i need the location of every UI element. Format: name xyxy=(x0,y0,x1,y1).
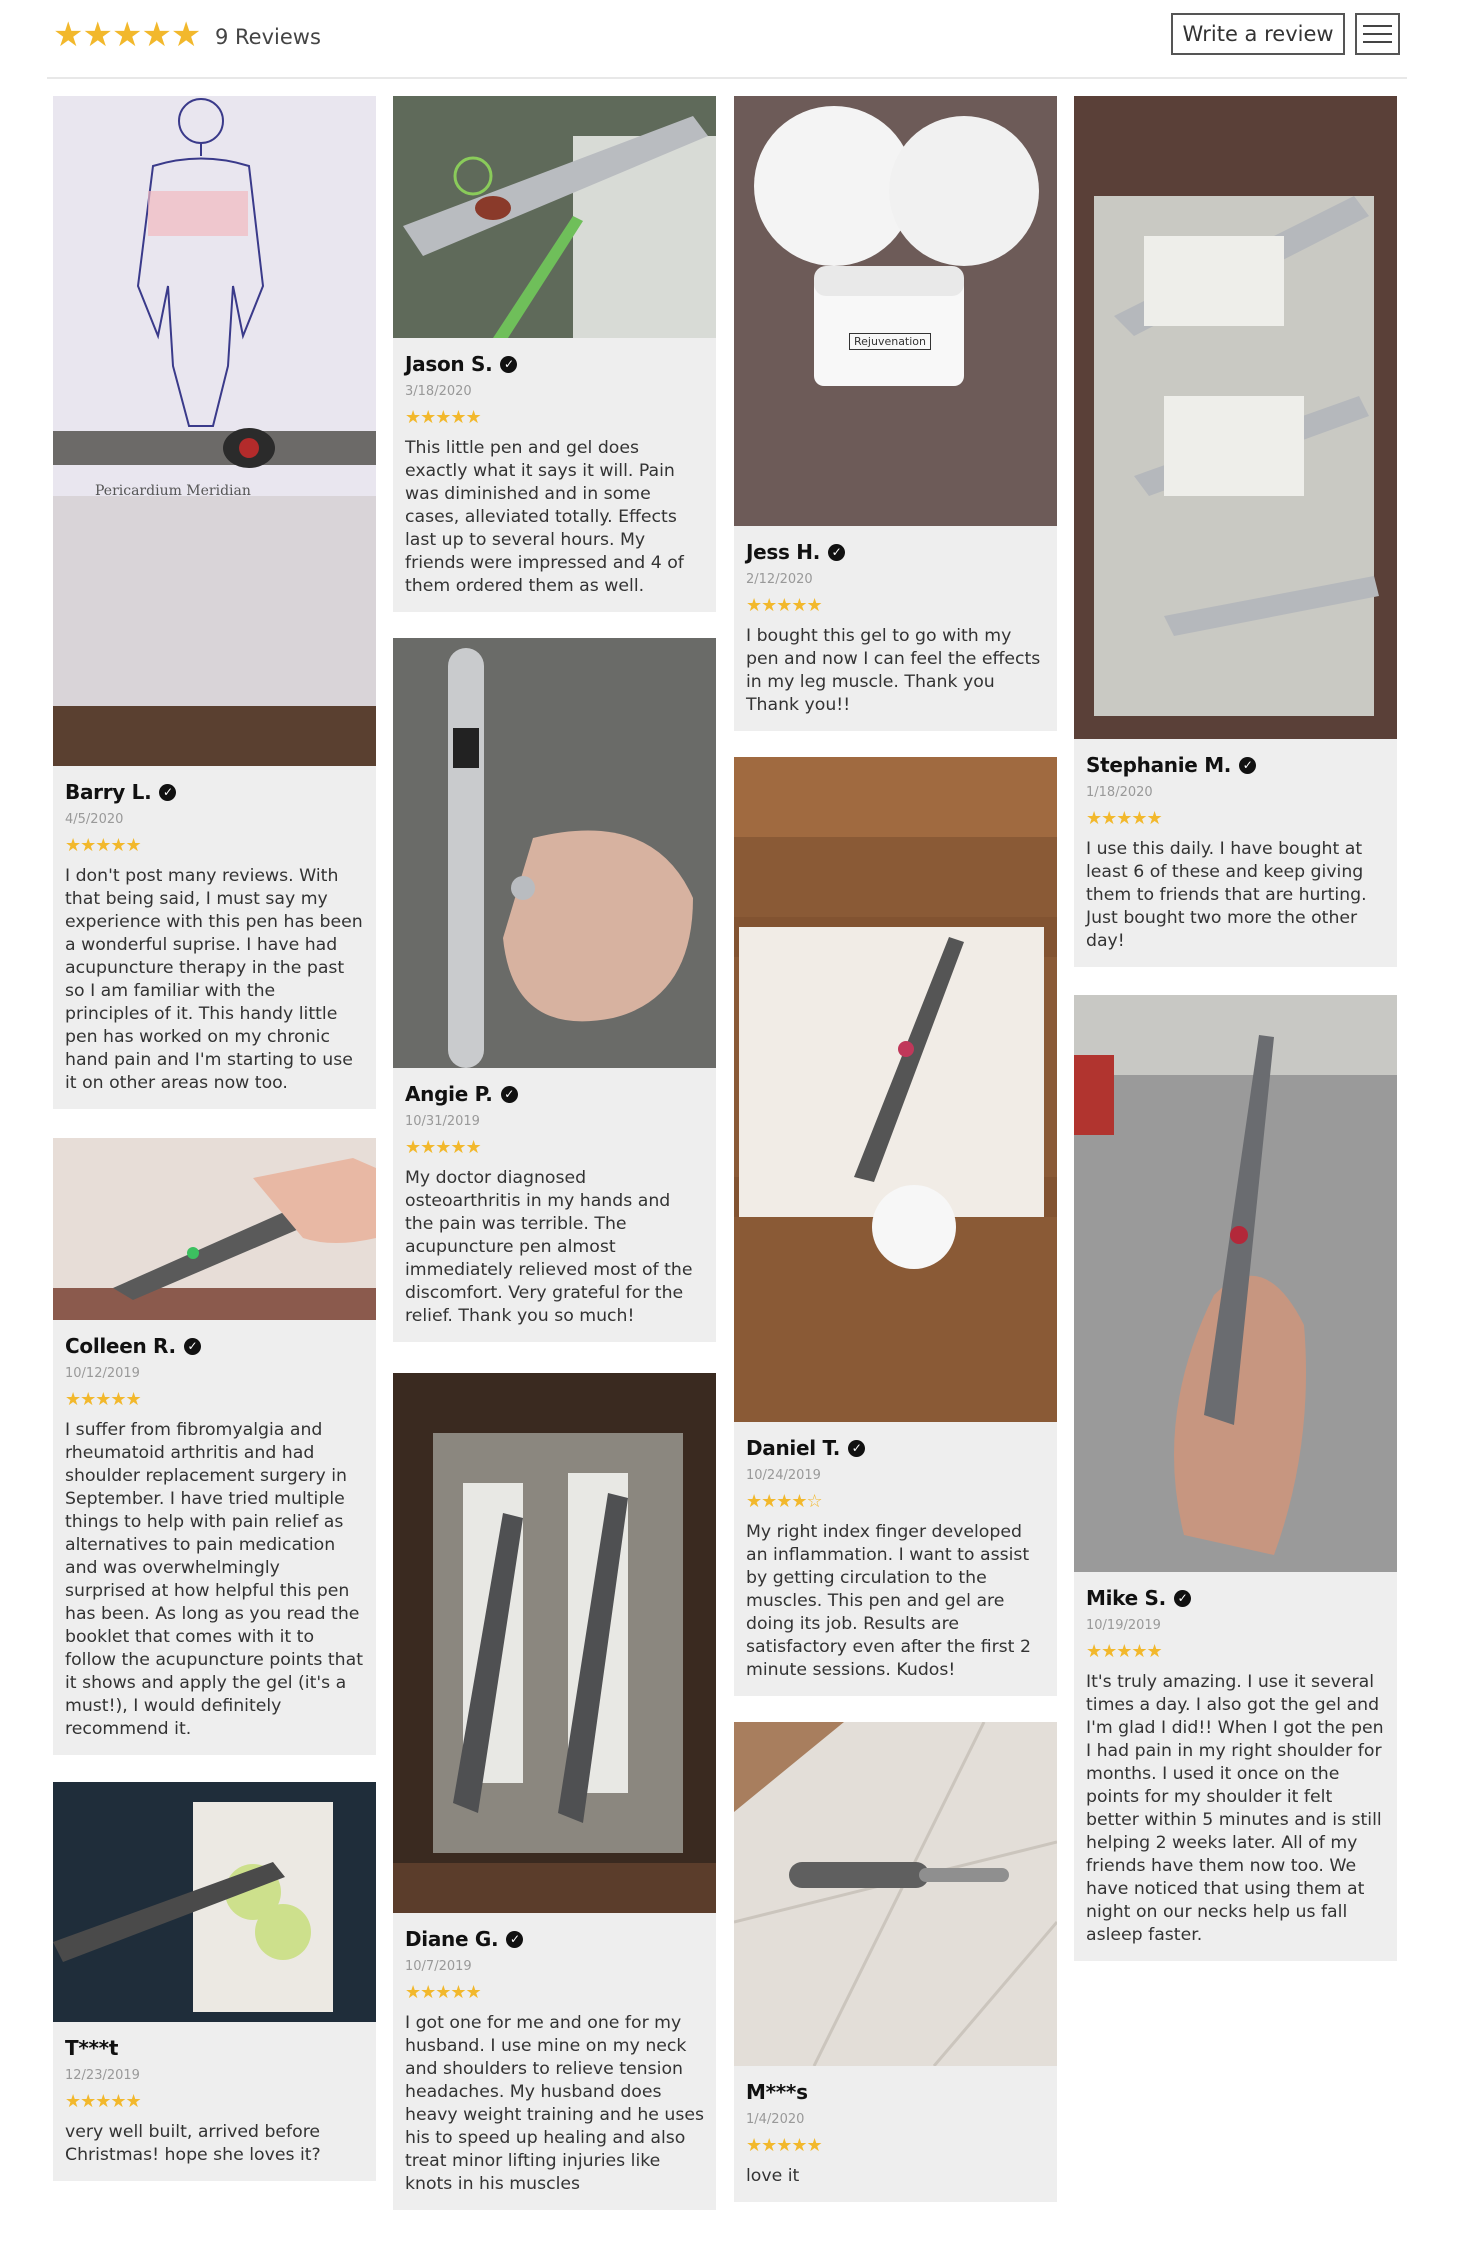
reviewer-name: Daniel T. ✓ xyxy=(746,1436,1045,1460)
review-text: My doctor diagnosed osteoarthritis in my hands and the pain was terrible. The acupuncture pen almost immediately relieved most of the discomfort. Very grateful for the relief. Thank you so much! xyxy=(405,1168,693,1326)
review-stars: ★★★★★ xyxy=(405,1137,481,1158)
overall-rating-stars: ★★★★★ xyxy=(53,15,201,55)
review-text: I got one for me and one for my husband. I use mine on my neck and shoulders to relieve tension headaches. My husband does heavy weight training and he uses his to speed up healing and also treat minor lifting injuries like knots in his muscles xyxy=(405,2013,704,2194)
review-date: 4/5/2020 xyxy=(65,812,124,827)
review-date: 10/24/2019 xyxy=(746,1468,821,1483)
verified-check-icon: ✓ xyxy=(501,1086,518,1103)
review-stars: ★★★★★ xyxy=(746,595,822,616)
review-photo[interactable] xyxy=(53,96,376,766)
review-card xyxy=(1074,96,1397,967)
review-text: very well built, arrived before Christmas! hope she loves it? xyxy=(65,2122,321,2165)
reviewer-name: Angie P. ✓ xyxy=(405,1082,704,1106)
verified-check-icon: ✓ xyxy=(848,1440,865,1457)
review-card xyxy=(53,1782,376,2181)
verified-check-icon: ✓ xyxy=(1239,757,1256,774)
review-photo[interactable] xyxy=(53,1138,376,1320)
review-stars: ★★★★★ xyxy=(405,1982,481,2003)
review-card xyxy=(734,1722,1057,2202)
verified-check-icon: ✓ xyxy=(506,1931,523,1948)
verified-check-icon: ✓ xyxy=(1174,1590,1191,1607)
reviewer-name: Diane G. ✓ xyxy=(405,1927,704,1951)
reviewer-name: Jason S. ✓ xyxy=(405,352,704,376)
review-card xyxy=(734,757,1057,1696)
reviewer-name: Barry L. ✓ xyxy=(65,780,364,804)
review-photo[interactable] xyxy=(1074,995,1397,1572)
reviewer-name: M***s xyxy=(746,2080,808,2104)
reviewer-name: Stephanie M. ✓ xyxy=(1086,753,1385,777)
review-text: I don't post many reviews. With that being said, I must say my experience with this pen has been a wonderful suprise. I have had acupuncture therapy in the past so I am familiar with the principles of it. This handy little pen has worked on my chronic hand pain and I'm starting to use it on other areas now too. xyxy=(65,866,363,1093)
review-text: This little pen and gel does exactly what it says it will. Pain was diminished and in some cases, alleviated totally. Effects last up to several hours. My friends were impressed and 4 of them ordered them as well. xyxy=(405,438,684,596)
review-card xyxy=(734,96,1057,731)
review-photo[interactable] xyxy=(393,638,716,1068)
review-stars: ★★★★★ xyxy=(65,2091,141,2112)
review-date: 3/18/2020 xyxy=(405,384,472,399)
review-photo[interactable] xyxy=(393,96,716,338)
review-stars: ★★★★★ xyxy=(405,407,481,428)
review-card xyxy=(393,1373,716,2210)
review-text: It's truly amazing. I use it several times a day. I also got the gel and I'm glad I did!! When I got the pen I had pain in my right shoulder for months. I used it once on the points for my shoulder it felt better within 5 minutes and is still helping 2 weeks later. All of my friends have them now too. We have noticed that using them at night on our necks help us fall asleep faster. xyxy=(1086,1672,1384,1945)
review-card xyxy=(393,638,716,1342)
review-stars: ★★★★★ xyxy=(65,1389,141,1410)
review-text: My right index finger developed an inflammation. I want to assist by getting circulation to the muscles. This pen and gel are doing its job. Results are satisfactory even after the first 2 minute sessions. Kudos! xyxy=(746,1522,1031,1680)
review-date: 10/7/2019 xyxy=(405,1959,472,1974)
review-date: 10/12/2019 xyxy=(65,1366,140,1381)
review-photo[interactable] xyxy=(734,757,1057,1422)
write-review-button[interactable]: Write a review xyxy=(1171,13,1345,55)
menu-icon[interactable] xyxy=(1355,13,1400,55)
review-stars: ★★★★★ xyxy=(1086,1641,1162,1662)
review-photo[interactable] xyxy=(734,96,1057,526)
photo-caption: Rejuvenation xyxy=(849,333,931,350)
verified-check-icon: ✓ xyxy=(184,1338,201,1355)
review-text: love it xyxy=(746,2166,800,2186)
review-date: 1/4/2020 xyxy=(746,2112,805,2127)
review-date: 10/31/2019 xyxy=(405,1114,480,1129)
reviewer-name: Mike S. ✓ xyxy=(1086,1586,1385,1610)
verified-check-icon: ✓ xyxy=(828,544,845,561)
review-count[interactable]: 9 Reviews xyxy=(215,25,321,49)
review-date: 10/19/2019 xyxy=(1086,1618,1161,1633)
verified-check-icon: ✓ xyxy=(500,356,517,373)
review-card xyxy=(393,96,716,612)
photo-caption: Pericardium Meridian xyxy=(95,483,251,499)
review-photo[interactable] xyxy=(1074,96,1397,739)
review-card xyxy=(53,1138,376,1755)
review-stars: ★★★★★ xyxy=(65,835,141,856)
review-stars: ★★★★★ xyxy=(746,2135,822,2156)
review-text: I use this daily. I have bought at least 6 of these and keep giving them to friends that are hurting. Just bought two more the other day! xyxy=(1086,839,1367,951)
review-date: 1/18/2020 xyxy=(1086,785,1153,800)
reviewer-name: Jess H. ✓ xyxy=(746,540,1045,564)
review-card xyxy=(1074,995,1397,1961)
review-text: I suffer from fibromyalgia and rheumatoid arthritis and had shoulder replacement surgery in September. I have tried multiple things to help with pain relief as alternatives to pain medication and was overwhelmingly surprised at how helpful this pen has been. As long as you read the booklet that comes with it to follow the acupuncture points that it shows and apply the gel (it's a must!), I would definitely recommend it. xyxy=(65,1420,363,1739)
review-stars: ★★★★★ xyxy=(1086,808,1162,829)
reviewer-name: Colleen R. ✓ xyxy=(65,1334,364,1358)
review-photo[interactable] xyxy=(734,1722,1057,2066)
review-photo[interactable] xyxy=(53,1782,376,2022)
review-card xyxy=(53,96,376,1109)
review-stars: ★★★★☆ xyxy=(746,1491,822,1512)
review-photo[interactable] xyxy=(393,1373,716,1913)
review-date: 12/23/2019 xyxy=(65,2068,140,2083)
verified-check-icon: ✓ xyxy=(159,784,176,801)
reviewer-name: T***t xyxy=(65,2036,119,2060)
review-date: 2/12/2020 xyxy=(746,572,813,587)
reviews-header xyxy=(47,0,1407,79)
review-text: I bought this gel to go with my pen and now I can feel the effects in my leg muscle. Thank you Thank you!! xyxy=(746,626,1041,715)
